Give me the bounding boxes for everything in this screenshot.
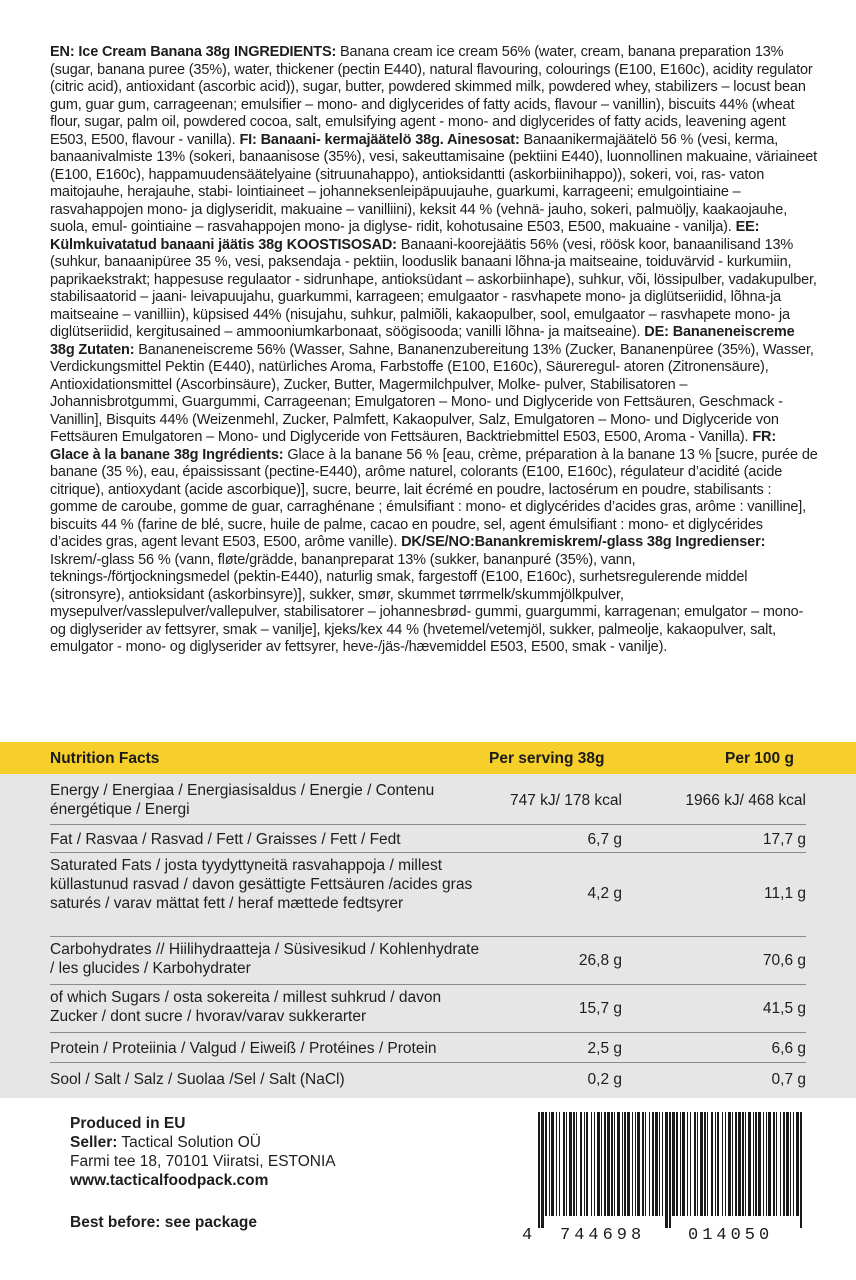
barcode-bar (763, 1112, 764, 1216)
seller-address: Farmi tee 18, 70101 Viiratsi, ESTONIA (70, 1153, 336, 1170)
nutrition-row-per-serving: 747 kJ/ 178 kcal (509, 792, 622, 809)
barcode-bar (748, 1112, 751, 1216)
nutrition-row-per-100g: 17,7 g (762, 831, 806, 848)
barcode-bar (672, 1112, 675, 1216)
nutrition-row-divider (50, 852, 806, 853)
barcode-bar (627, 1112, 630, 1216)
nutrition-row-sugars (50, 988, 806, 1028)
barcode-bar (766, 1112, 767, 1216)
barcode-bar (569, 1112, 572, 1216)
barcode-bar (662, 1112, 663, 1216)
barcode-first-digit: 4 (522, 1226, 533, 1244)
barcode-bar (580, 1112, 582, 1216)
nutrition-row-salt (50, 1066, 806, 1088)
barcode-bar (690, 1112, 691, 1216)
barcode-bar (768, 1112, 771, 1216)
produced-in-label: Produced in EU (70, 1115, 186, 1132)
nutrition-row-label: Fat / Rasvaa / Rasvad / Fett / Graisses / Fett / Fedt (50, 831, 401, 848)
barcode-bar (704, 1112, 706, 1216)
ingredients-dk-title: DK/SE/NO:Banankremiskrem/-glass 38g Ingredienser: (401, 534, 766, 550)
barcode-bar (637, 1112, 640, 1216)
barcode-bar (682, 1112, 685, 1216)
website-link[interactable]: www.tacticalfoodpack.com (70, 1172, 269, 1189)
ingredients-de-title: DE: Bananeneiscreme 38g Zutaten: (50, 324, 795, 358)
barcode-bar (642, 1112, 644, 1216)
barcode-bar (573, 1112, 575, 1216)
barcode-bar (591, 1112, 592, 1216)
nutrition-facts-table (0, 742, 856, 1098)
ingredients-ee-text: Banaani-koorejäätis 56% (vesi, röösk koor, banaanilisand 13% (suhkur, banaanipüree 35 %, vesi, paksendaja - pektiin, looduslik banaani lõhna-ja maitseaine, toiduvärvid - kurkumiin, paprikaekstrakt; happesuse regulaator - sidrunhape, antioksüdant – askorbiinhape), suhkur, või, lössipulber, vadakupulber, stabilisaatorid – jaani- leivapuujahu, guarkummi, karrageen; emulgaator - rasvhapete mono- ja diglütseriidid, lõhna-ja maitseaine – vanilliin), küpsised 44% (nisujahu, suhkur, palmiõli, kakaopulber, sool, emulgaator – rasvhapete mono- ja diglütseriidid, kergitusained – ammooniumkarbonaat, söögisooda; vanilli lõhna- ja maitseaine). (50, 236, 817, 340)
barcode-bar (796, 1112, 799, 1216)
barcode-bar (783, 1112, 785, 1216)
barcode-bar (790, 1112, 791, 1216)
barcode-bar (676, 1112, 678, 1216)
nutrition-row-divider (50, 1062, 806, 1063)
nutrition-row-fat (50, 828, 806, 850)
nutrition-row-label: Protein / Proteiinia / Valgud / Eiweiß / Protéines / Protein (50, 1040, 437, 1057)
barcode-bar (594, 1112, 595, 1216)
barcode-bar (559, 1112, 560, 1216)
nutrition-header-per-serving: Per serving 38g (489, 750, 605, 767)
barcode-bar (715, 1112, 716, 1216)
nutrition-row-per-serving: 6,7 g (587, 831, 622, 848)
nutrition-header-bar (0, 742, 856, 774)
barcode-bar (649, 1112, 650, 1216)
nutrition-row-per-100g: 0,7 g (771, 1071, 806, 1088)
ingredients-de-text: Bananeneiscreme 56% (Wasser, Sahne, Bananenzubereitung 13% (Zucker, Bananenpüree (35%), Wasser, Verdickungsmittel Pektin (E440), natürliches Aroma, Farbstoffe (E100, E160c), Säureregul- atoren (Zitronensäure), Antioxidationsmittel (Ascorbinsäure), Zucker, Butter, Magermilchpulver, Molke- pulver, Stabilisatoren – Johannisbrotgummi, Guargummi, Carrageenan; Emulgatoren – Mono- und Diglyceride von Fettsäuren, Geschmack - Vanillin], Bisquits 44% (Weizenmehl, Zucker, Palmfett, Kakaopulver, Salz, Emulgatoren – Mono- und Diglyceride von Fettsäuren Emulgatoren – Mono- und Diglyceride von Fettsäuren, Backtriebmittel E503, E500, Aroma - Vanilla). (50, 341, 814, 445)
barcode-bar (607, 1112, 610, 1216)
barcode-bar (551, 1112, 554, 1216)
barcode-bar (645, 1112, 646, 1216)
ingredients-en-title: EN: Ice Cream Banana 38g INGREDIENTS: (50, 44, 337, 60)
barcode-bar (659, 1112, 660, 1216)
nutrition-row-saturated-fats (50, 856, 806, 934)
barcode-bar (584, 1112, 585, 1216)
nutrition-row-label: of which Sugars / osta sokereita / millest suhkrud / davon Zucker / dont sucre / hvorav/varav sukkerarter (50, 989, 442, 1025)
seller-line (70, 1133, 490, 1152)
barcode-bar (652, 1112, 654, 1216)
ingredients-dk-text: Iskrem/-glass 56 % (vann, fløte/grädde, bananpreparat 13% (sukker, bananpuré (35%), vann, teknings-/förtjockningsmedel (pektin-E440), naturlig smak, fargestoff (E100, E160c), surhetsregulerende middel (sitronsyre), antioksidant (askorbinsyre)], sukker, smør, skummet tørrmelk/skummjölkpulver, mysepulver/vasslepulver/vallepulver, stabilisatorer – johannesbrød- gummi, guargummi, karragenan; emulgator – mono- og diglyserider av fettsyrer, smak – vanilje], kjeks/kex 44 % (hvetemel/vetemjöl, sukker, palmeolje, kakaopulver, salt, emulgator - mono- og diglyserider av fettsyrer, heve-/jäs-/hævemiddel E503, E500, smak - vanilje). (50, 551, 804, 655)
barcode-bar (786, 1112, 789, 1216)
barcode-right-digits: 014050 (688, 1226, 774, 1244)
nutrition-row-divider (50, 1032, 806, 1033)
nutrition-row-per-serving: 4,2 g (587, 885, 622, 902)
nutrition-row-per-100g: 6,6 g (771, 1040, 806, 1057)
nutrition-row-protein (50, 1036, 806, 1058)
barcode-bar (541, 1112, 544, 1228)
barcode-bar (758, 1112, 761, 1216)
nutrition-row-carbohydrates (50, 940, 806, 980)
barcode-bar (707, 1112, 708, 1216)
barcode-bar (655, 1112, 658, 1216)
barcode-bar (694, 1112, 696, 1216)
barcode-bar (566, 1112, 567, 1216)
barcode-bar (624, 1112, 626, 1216)
barcode-bar (556, 1112, 557, 1216)
seller-name: Tactical Solution OÜ (117, 1134, 261, 1151)
barcode-bar (725, 1112, 726, 1216)
barcode-bar (611, 1112, 613, 1216)
ingredients-ee-title: EE: Külmkuivatatud banaani jäätis 38g KOOSTISOSAD: (50, 219, 760, 253)
barcode-bar (597, 1112, 600, 1216)
best-before-label: Best before: see package (70, 1214, 257, 1231)
nutrition-row-energy (50, 780, 806, 820)
barcode-bar (773, 1112, 775, 1216)
nutrition-header-per-100g: Per 100 g (725, 750, 794, 767)
barcode-bar (793, 1112, 794, 1216)
nutrition-row-per-100g: 41,5 g (762, 1000, 806, 1017)
barcode-bar (722, 1112, 723, 1216)
barcode-bar (586, 1112, 588, 1216)
nutrition-row-per-100g: 11,1 g (764, 885, 806, 902)
ingredients-fi-text: Banaanikermajäätelö 56 % (vesi, kerma, banaanivalmiste 13% (sokeri, banaanisose (35%), vesi, sakeuttamisaine (pektiini E440), luonnollinen makuaine, väriaineet (E100, E160c), happamuudensäätelyaine (sitruunahappo), antioksidantti (askorbiinihappo)), sokeri, voi, ras- vaton maitojauhe, herajauhe, stabi- lointiaineet – johanneksenleipäpuujauhe, guarkumi, karrageeni; emulgointiaine – rasvahappojen mono- ja diglyseridit, makuaine – vanilliini), keksit 44 % (vehnä- jauho, sokeri, palmuöljy, kaakaojauhe, suola, emul- gointiaine – rasvahappojen mono- ja diglyse- ridit, kohotusaine E503, E500, makuaine - vanilja). (50, 131, 818, 235)
barcode-bar (735, 1112, 737, 1216)
barcode-bar (538, 1112, 540, 1228)
ingredients-en-text: Banana cream ice cream 56% (water, cream, banana preparation 13% (sugar, banana puree (35%), water, thickener (pectin E440), natural flavouring, colourings (E100, E160c), acidity regulator (citric acid), antioxidant (ascorbic acid)), sugar, butter, powdered skimmed milk, powdered whey, stabilizers – locust bean gum, guar gum, carrageenan; emulsifier – mono- and diglycerides of fatty acids, flavour – vanillin), biscuits 44% (wheat flour, sugar, palm oil, powdered cocoa, salt, emulsifying agent - mono- and diglycerides of fatty acids, leavening agent E503, E500, flavour - vanilla). (50, 44, 813, 148)
seller-label: Seller: (70, 1134, 118, 1151)
barcode-bar (780, 1112, 781, 1216)
barcode-bar (687, 1112, 688, 1216)
barcode-bar (635, 1112, 636, 1216)
barcode-bar (732, 1112, 733, 1216)
barcode-bar (728, 1112, 731, 1216)
barcode-bar (742, 1112, 744, 1216)
barcode-bar (717, 1112, 719, 1216)
barcode-bar (745, 1112, 746, 1216)
barcode-bars (538, 1112, 802, 1228)
barcode-bar (617, 1112, 620, 1216)
nutrition-row-label: Saturated Fats / josta tyydyttyneitä rasvahappoja / millest küllastunud rasvad / davon gesättigte Fettsäuren /acides gras saturés / varav mättat fett / heraf mættede fedtsyrer (50, 857, 473, 912)
ingredients-text-block (50, 44, 818, 738)
nutrition-row-label: Carbohydrates // Hiilihydraatteja / Süsivesikud / Kohlenhydrate / les glucides / Karbohydrater (50, 941, 480, 977)
barcode-bar (755, 1112, 757, 1216)
ingredients-fr-title: FR: Glace à la banane 38g Ingrédients: (50, 429, 777, 463)
nutrition-row-per-serving: 2,5 g (587, 1040, 622, 1057)
barcode-bar (545, 1112, 547, 1216)
ingredients-fr-text: Glace à la banane 56 % [eau, crème, préparation à la banane 13 % [sucre, purée de banane (35 %), eau, épaississant (pectine-E440), arôme naturel, colorants (E100, E160c), régulateur d’acidité (acide citrique), antioxydant (acide ascorbique)], sucre, beurre, lait écrémé en poudre, lactosérum en poudre, stabilisants : gomme de caroube, gomme de guar, carraghénane ; émulsifiant : mono- et diglycérides d’acides gras, arôme : vanilline], biscuits 44 % (farine de blé, sucre, huile de palme, cacao en poudre, sel, agent émulsifiant : mono- et diglycérides d’acides gras, agent levant E503, E500, arôme vanille). (50, 446, 818, 550)
nutrition-row-divider (50, 824, 806, 825)
barcode-bar (601, 1112, 602, 1216)
nutrition-row-label: Sool / Salt / Salz / Suolaa /Sel / Salt (NaCl) (50, 1071, 345, 1088)
barcode-bar (614, 1112, 615, 1216)
nutrition-row-per-100g: 1966 kJ/ 468 kcal (685, 792, 806, 809)
barcode-bar (622, 1112, 623, 1216)
barcode-bar (753, 1112, 754, 1216)
barcode-bar (665, 1112, 668, 1228)
barcode-bar (604, 1112, 606, 1216)
barcode-bar (549, 1112, 550, 1216)
nutrition-row-per-100g: 70,6 g (762, 952, 806, 969)
nutrition-row-divider (50, 984, 806, 985)
barcode-bar (697, 1112, 698, 1216)
barcode-image (516, 1112, 810, 1244)
barcode-bar (711, 1112, 713, 1216)
barcode-bar (563, 1112, 565, 1216)
producer-info (70, 1114, 490, 1190)
barcode-bar (738, 1112, 741, 1216)
nutrition-header-label: Nutrition Facts (50, 750, 160, 767)
barcode-bar (700, 1112, 703, 1216)
barcode-bar (776, 1112, 777, 1216)
barcode-bar (669, 1112, 671, 1228)
nutrition-row-divider (50, 936, 806, 937)
barcode-left-digits: 744698 (560, 1226, 646, 1244)
nutrition-row-per-serving: 0,2 g (587, 1071, 622, 1088)
barcode-bar (576, 1112, 577, 1216)
ingredients-fi-title: FI: Banaani- kermajäätelö 38g. Ainesosat: (239, 131, 520, 148)
barcode-bar (800, 1112, 802, 1228)
nutrition-row-per-serving: 26,8 g (578, 952, 622, 969)
barcode-bar (680, 1112, 681, 1216)
nutrition-row-per-serving: 15,7 g (578, 1000, 622, 1017)
nutrition-row-label: Energy / Energiaa / Energiasisaldus / Energie / Contenu énergétique / Energi (50, 782, 435, 818)
barcode-bar (632, 1112, 633, 1216)
